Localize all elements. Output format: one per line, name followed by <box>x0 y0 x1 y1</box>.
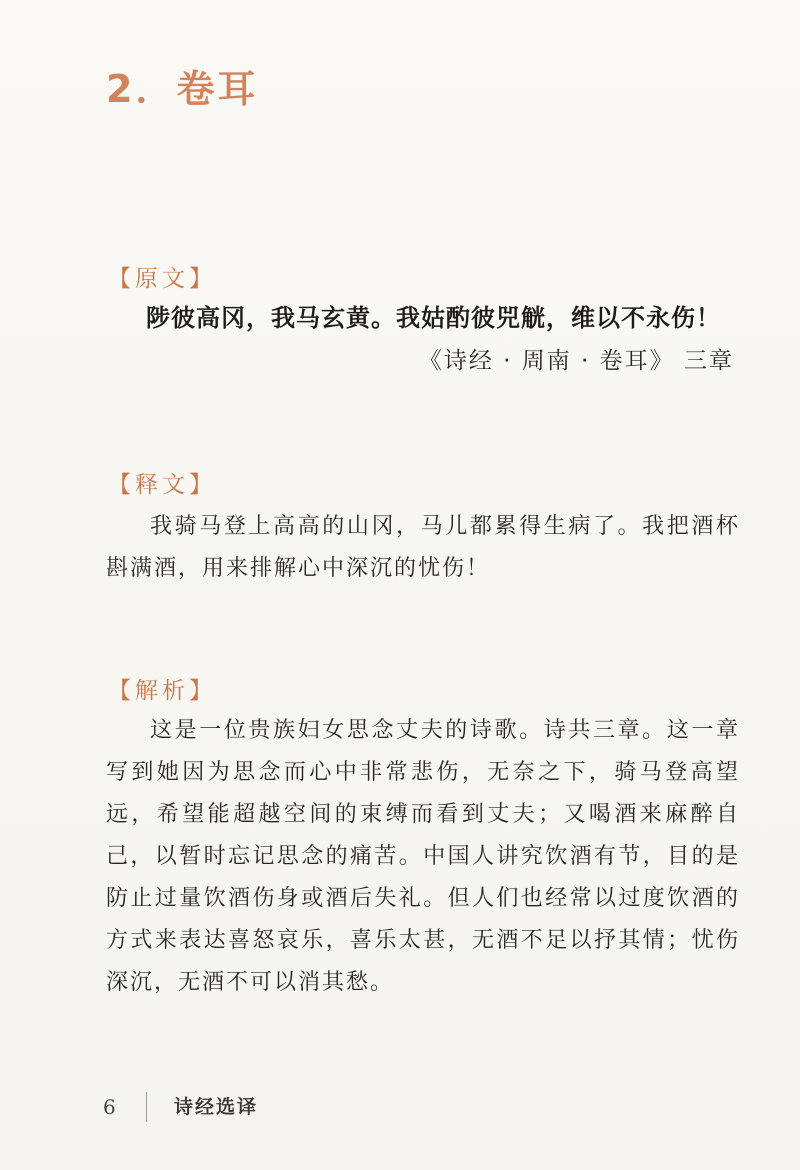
page-title: 2．卷耳 <box>106 67 259 111</box>
poem-source: 《诗经 · 周南 · 卷耳》 三章 <box>418 348 734 374</box>
page-number: 6 <box>103 1095 116 1119</box>
page-footer <box>0 1092 800 1122</box>
footer-book-title: 诗经选译 <box>174 1096 259 1118</box>
original-poem-line: 陟彼高冈，我马玄黄。我姑酌彼兕觥，维以不永伤！ <box>146 304 721 332</box>
original-text-label: 【原文】 <box>108 266 216 292</box>
translation-label: 【释文】 <box>108 472 216 498</box>
analysis-paragraph: 这是一位贵族妇女思念丈夫的诗歌。诗共三章。这一章写到她因为思念而心中非常悲伤，无奈之下，骑马登高望远，希望能超越空间的束缚而看到丈夫；又喝酒来麻醉自己，以暂时忘记思念的痛苦。中国人讲究饮酒有节，目的是防止过量饮酒伤身或酒后失礼。但人们也经常以过度饮酒的方式来表达喜怒哀乐，喜乐太甚，无酒不足以抒其情；忧伤深沉，无酒不可以消其愁。 <box>106 718 740 995</box>
footer-divider <box>146 1092 147 1122</box>
translation-paragraph: 我骑马登上高高的山冈，马儿都累得生病了。我把酒杯斟满酒，用来排解心中深沉的忧伤！ <box>106 514 740 581</box>
analysis-label: 【解析】 <box>108 678 216 704</box>
